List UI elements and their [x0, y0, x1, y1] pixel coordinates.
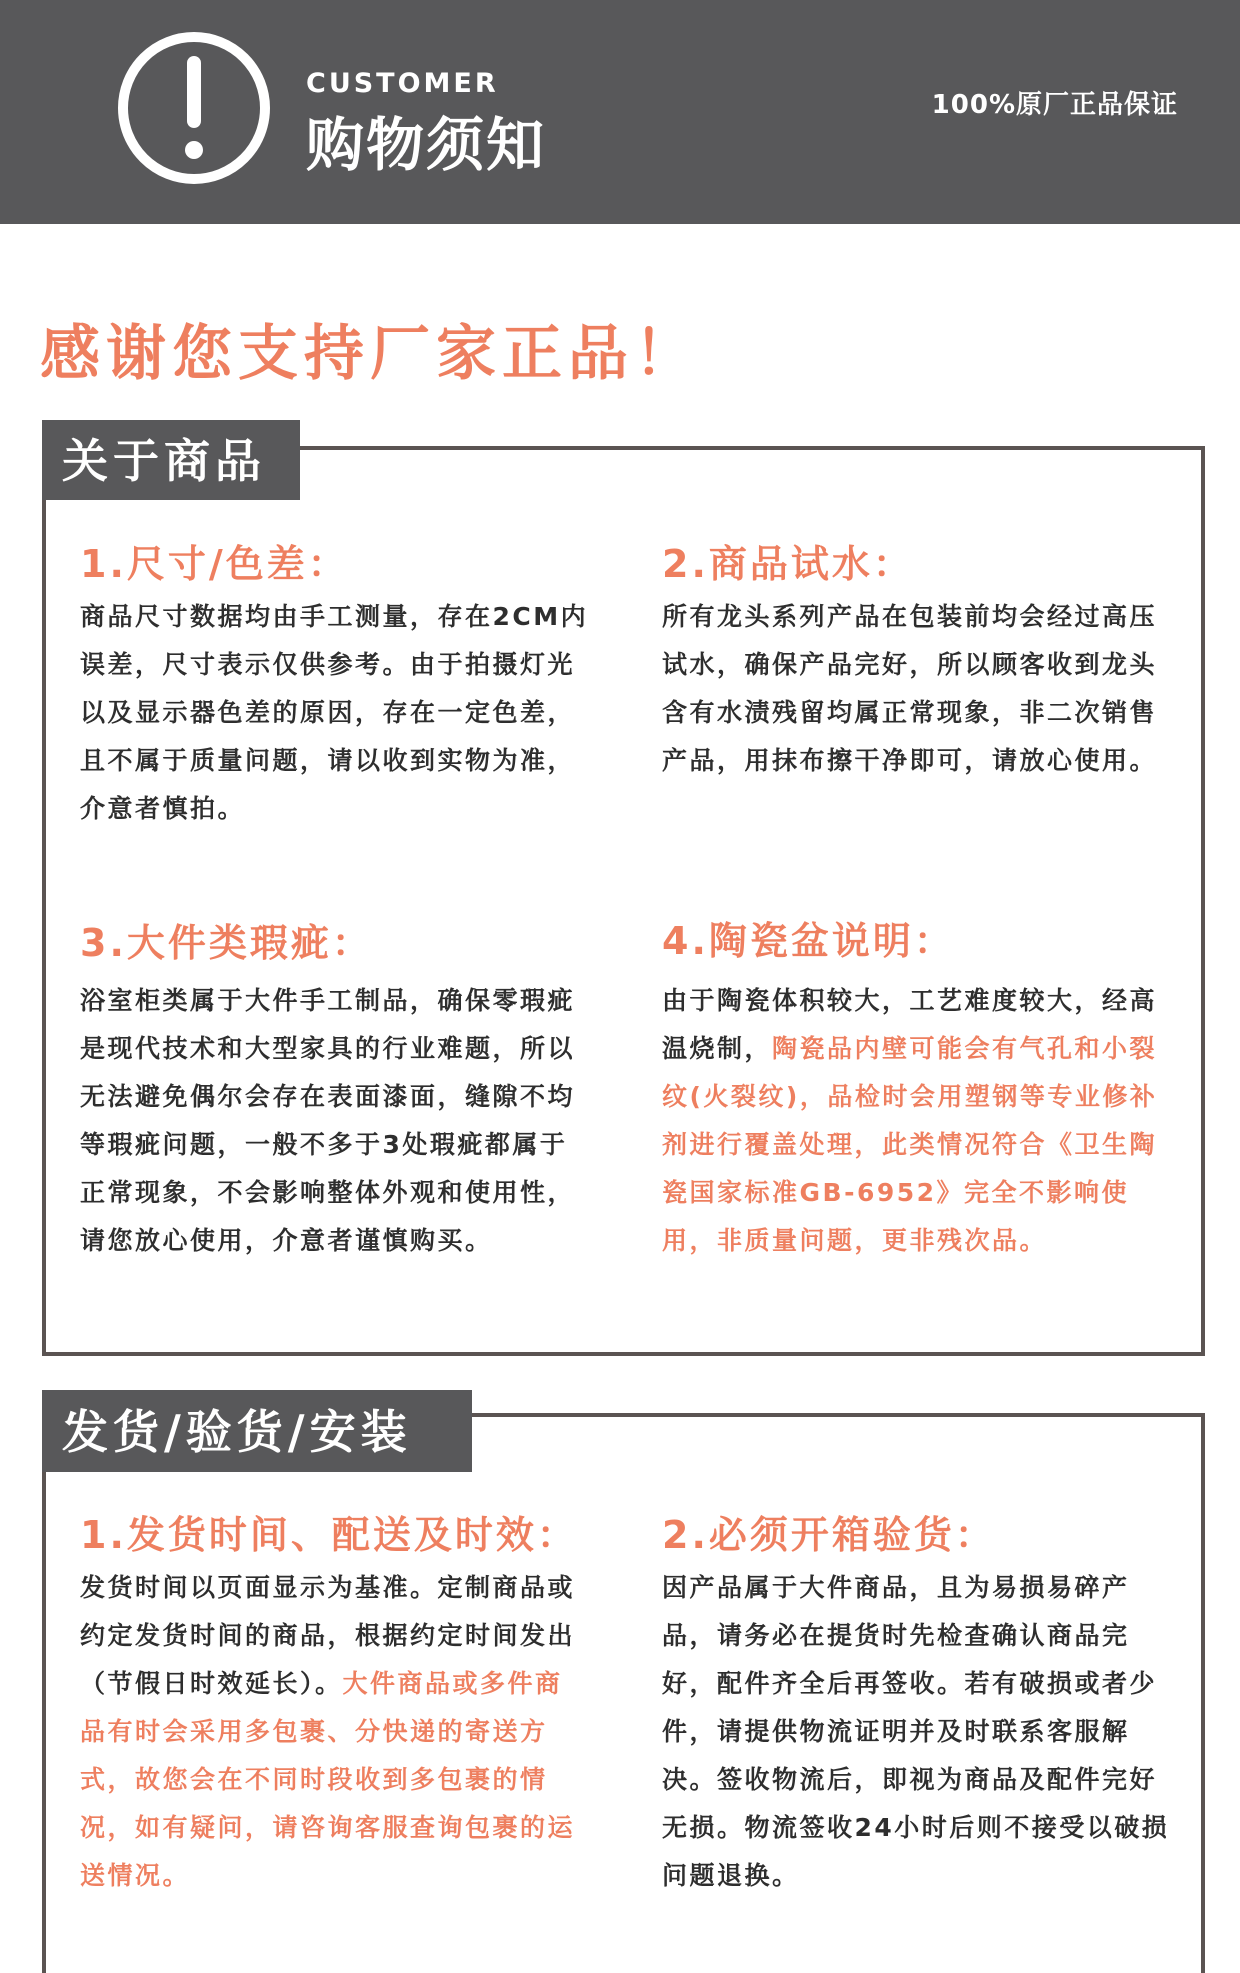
inspection-text: 因产品属于大件商品，且为易损易碎产品，请务必在提货时先检查确认商品完好，配件齐全后再签收。若有破损或者少件，请提供物流证明并及时联系客服解决。签收物流后，即视为商品及配件完好无损。物流签收24小时后则不接受以破损问题退换。	[662, 1573, 1170, 1890]
ceramic-basin-text-plain: 由于陶瓷体积较大，工艺难度较大，经高温烧制，	[662, 986, 1158, 1063]
ceramic-basin-text	[662, 977, 1172, 1265]
header-subtitle: CUSTOMER	[306, 68, 499, 99]
delivery-time-text	[80, 1564, 590, 1900]
inspection-heading: 2.必须开箱验货：	[662, 1513, 996, 1557]
header-banner	[0, 0, 1240, 224]
size-color-heading: 1.尺寸/色差：	[80, 542, 349, 586]
shipping-section-tab: 发货/验货/安装	[42, 1390, 472, 1472]
ceramic-basin-heading: 4.陶瓷盆说明：	[662, 919, 955, 963]
thanks-heading: 感谢您支持厂家正品！	[40, 319, 700, 389]
exclamation-icon	[116, 30, 272, 186]
water-test-heading: 2.商品试水：	[662, 542, 914, 586]
water-test-text: 所有龙头系列产品在包装前均会经过高压试水，确保产品完好，所以顾客收到龙头含有水渍残留均属正常现象，非二次销售产品，用抹布擦干净即可，请放心使用。	[662, 602, 1158, 775]
delivery-time-text-highlight: 大件商品或多件商品有时会采用多包裹、分快递的寄送方式，故您会在不同时段收到多包裹的情况，如有疑问，请咨询客服查询包裹的运送情况。	[80, 1669, 576, 1890]
guarantee-text: 100%原厂正品保证	[931, 90, 1178, 120]
size-color-text: 商品尺寸数据均由手工测量，存在2CM内误差，尺寸表示仅供参考。由于拍摄灯光以及显示器色差的原因，存在一定色差，且不属于质量问题，请以收到实物为准，介意者慎拍。	[80, 602, 589, 823]
delivery-time-text-plain: 发货时间以页面显示为基准。定制商品或约定发货时间的商品，根据约定时间发出（节假日时效延长）。	[80, 1573, 576, 1698]
delivery-time-heading: 1.发货时间、配送及时效：	[80, 1513, 578, 1557]
ceramic-basin-text-highlight: 陶瓷品内壁可能会有气孔和小裂纹(火裂纹)，品检时会用塑钢等专业修补剂进行覆盖处理，此类情况符合《卫生陶瓷国家标准GB-6952》完全不影响使用，非质量问题，更非残次品。	[662, 1034, 1158, 1255]
defects-text: 浴室柜类属于大件手工制品，确保零瑕疵是现代技术和大型家具的行业难题，所以无法避免偶尔会存在表面漆面，缝隙不均等瑕疵问题，一般不多于3处瑕疵都属于正常现象，不会影响整体外观和使用性，请您放心使用，介意者谨慎购买。	[80, 986, 576, 1255]
about-section-tab: 关于商品	[42, 420, 300, 500]
page-title: 购物须知	[306, 111, 547, 179]
defects-heading: 3.大件类瑕疵：	[80, 921, 373, 965]
